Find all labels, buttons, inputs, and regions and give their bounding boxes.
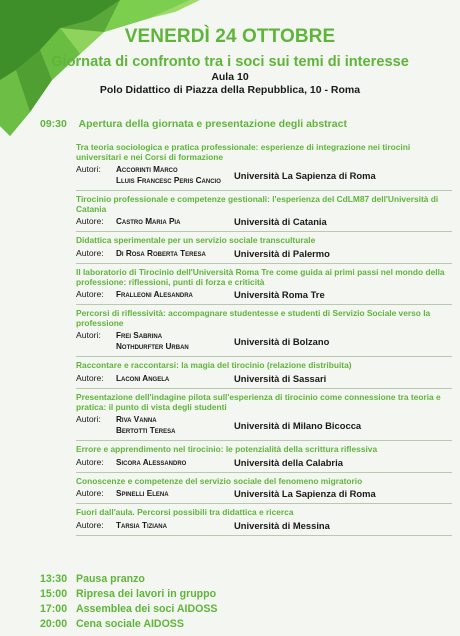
opening-session [40,118,347,130]
author-role: Autori: [76,164,101,175]
talk-title: Il laboratorio di Tirocinio dell'Università Roma Tre come guida ai primi passi nel mondo della professione: riflessioni, punti di forza e criticità [76,266,445,287]
talk-authors [76,330,234,352]
talk-author-row [76,330,452,352]
author-role: Autore: [76,289,104,300]
author-name: Spinelli Elena [116,489,169,499]
talk-title: Conoscenze e competenze del servizio sociale del fenomeno migratorio [76,475,363,486]
author-name: Sicora Alessandro [116,457,187,467]
author-name: Tarsia Tiziana [116,520,167,530]
talk-author-row [76,520,452,531]
session-time: 09:30 [40,118,67,130]
talk-author-row [76,216,452,227]
schedule-row [40,617,218,632]
talk-title: Errore e apprendimento nel tirocinio: le potenzialità della scrittura riflessiva [76,444,378,455]
talk-item [76,264,452,305]
talk-authors [76,414,234,436]
schedule-label: Pausa pranzo [76,573,145,585]
schedule-time: 13:30 [40,573,68,585]
author-role: Autore: [76,216,104,227]
talk-item [76,191,452,232]
schedule-row [40,587,218,602]
talk-item [76,441,452,473]
author-names [116,248,206,259]
author-name: Accorinti Marco [116,165,178,175]
talk-authors [76,216,234,227]
talk-item [76,357,452,389]
author-names [116,488,169,499]
schedule-label: Assemblea dei soci AIDOSS [76,603,218,615]
author-name: Lluis Francesc Peris Cancio [116,176,221,186]
schedule-label: Ripresa dei lavori in gruppo [76,588,217,600]
talk-item [76,139,452,191]
author-name: Di Rosa Roberta Teresa [116,248,206,258]
author-university: Università di Sassari [234,372,327,384]
talk-title: Fuori dall'aula. Percorsi possibili tra didattica e ricerca [76,507,294,518]
author-university: Università di Catania [234,216,327,228]
author-name: Laconi Angela [116,373,170,383]
talk-item [76,473,452,505]
talk-title: Tra teoria sociologica e pratica professionale: esperienze di integrazione nei tirocini universitari e nei Corsi di formazione [76,142,411,162]
talk-author-row [76,414,452,436]
author-university: Università di Bolzano [234,335,330,347]
talk-item [76,504,452,536]
author-name: Frei Sabrina [116,331,163,341]
author-name: Riva Vanna [116,415,157,425]
schedule-row [40,572,218,587]
author-name: Fralleoni Alesandra [116,290,193,300]
talk-authors [76,289,234,300]
talk-item [76,305,452,357]
author-university: Università di Messina [234,519,330,531]
talk-authors [76,248,234,259]
talk-authors [76,488,234,499]
author-names [116,216,180,227]
author-role: Autore: [76,372,104,383]
talk-authors [76,520,234,531]
author-names [116,457,186,468]
author-role: Autore: [76,488,104,499]
author-role: Autore: [76,456,104,467]
header [0,26,460,97]
author-role: Autori: [76,414,101,425]
author-university: Università di Milano Bicocca [234,419,362,431]
schedule-time: 20:00 [40,618,68,630]
author-names [116,289,193,300]
talk-author-row [76,373,452,384]
event-date: VENERDÌ 24 OTTOBRE [124,26,336,47]
talk-title: Tirocinio professionale e competenze gestionali: l'esperienza del CdLM87 dell'Università di Catania [76,194,439,214]
talk-title: Percorsi di riflessività: accompagnare studentesse e studenti di Servizio Sociale verso la professione [76,308,431,328]
talk-list [76,139,452,536]
talk-item [76,389,452,441]
author-names [116,330,189,352]
talk-author-row [76,289,452,300]
author-names [116,414,175,436]
author-university: Università di Palermo [234,247,330,259]
author-university: Università La Sapienza di Roma [234,169,376,181]
event-address: Polo Didattico di Piazza della Repubblica, 10 - Roma [99,84,361,96]
talk-author-row [76,248,452,259]
author-university: Università della Calabria [234,456,343,468]
author-names [116,164,221,186]
talk-author-row [76,164,452,186]
author-name: Castro Maria Pia [116,217,181,227]
afternoon-schedule [40,572,218,632]
author-university: Università La Sapienza di Roma [234,488,376,500]
author-role: Autore: [76,519,104,530]
talk-title: Raccontare e raccontarsi: la magia del tirocinio (relazione distribuita) [76,360,352,371]
talk-authors [76,373,234,384]
talk-title: Presentazione dell'indagine pilota sull'esperienza di tirocinio come connessione tra teoria e pratica: il punto di vista degli studenti [76,391,441,412]
talk-author-row [76,488,452,499]
schedule-label: Cena sociale AIDOSS [76,618,184,630]
author-names [116,520,167,531]
author-names [116,373,169,384]
event-room: Aula 10 [211,71,249,83]
talk-authors [76,457,234,468]
session-label: Apertura della giornata e presentazione degli abstract [78,118,347,130]
author-role: Autore: [76,247,104,258]
talk-title: Didattica sperimentale per un servizio sociale transculturale [76,235,316,246]
talk-authors [76,164,234,186]
event-subtitle: Giornata di confronto tra i soci sui temi di interesse [51,54,409,70]
schedule-row [40,602,218,617]
schedule-time: 17:00 [40,603,68,615]
author-name: Bertotti Teresa [116,426,176,436]
author-university: Università Roma Tre [234,289,325,301]
talk-author-row [76,457,452,468]
author-role: Autori: [76,330,101,341]
schedule-time: 15:00 [40,588,68,600]
author-name: Nothdurfter Urban [116,342,189,352]
talk-item [76,232,452,264]
